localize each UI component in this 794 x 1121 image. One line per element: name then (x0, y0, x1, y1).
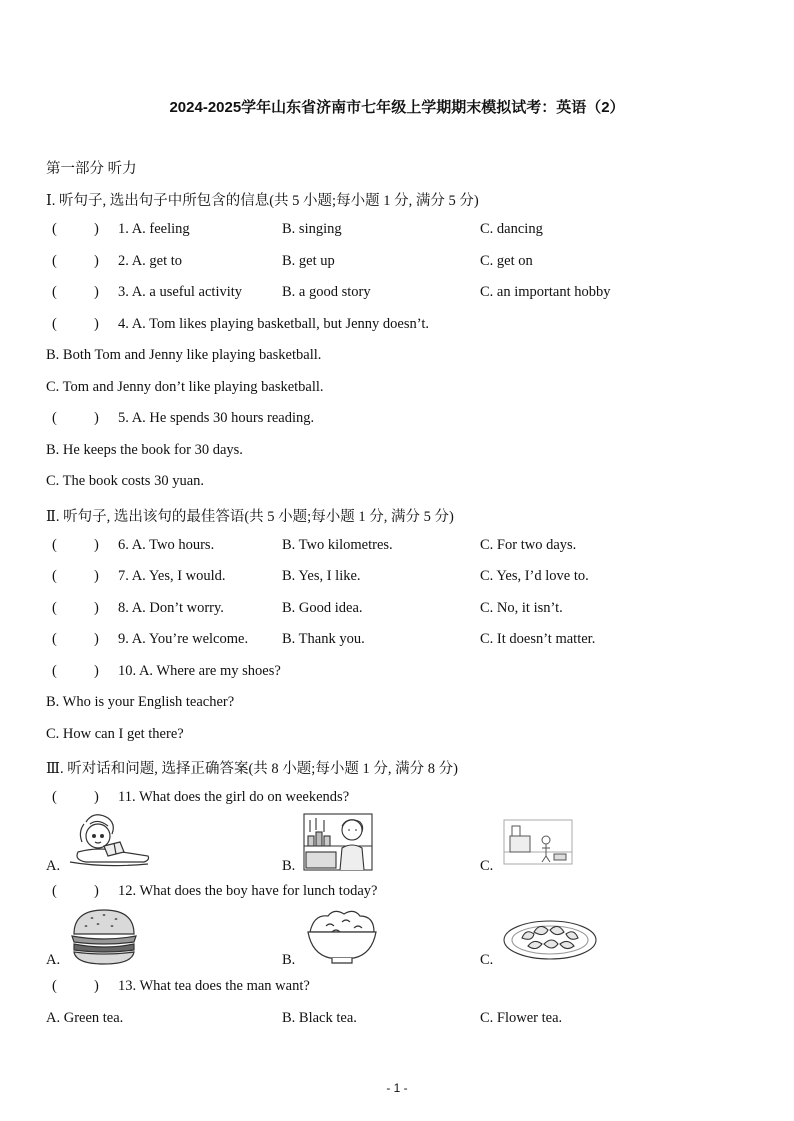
part-heading: 第一部分 听力 (46, 161, 137, 177)
answer-paren-close: ) (94, 537, 99, 553)
question-13-options (46, 1010, 766, 1030)
answer-paren-close: ) (94, 253, 99, 269)
option-b: B. Both Tom and Jenny like playing basketball. (46, 347, 322, 363)
option-a-label: A. (46, 952, 61, 968)
answer-paren-close: ) (94, 631, 99, 647)
option-a: 3. A. a useful activity (118, 284, 243, 300)
question-10 (46, 663, 766, 683)
answer-paren-open: ( (52, 316, 57, 332)
answer-paren-open: ( (52, 221, 57, 237)
option-c: C. get on (480, 253, 533, 269)
answer-paren-open: ( (52, 631, 57, 647)
option-b-label: B. (282, 858, 296, 874)
question-13 (46, 978, 766, 998)
option-a: 2. A. get to (118, 253, 183, 269)
rice-bowl-illustration (304, 908, 380, 966)
question-5 (46, 410, 766, 430)
option-a: 5. A. He spends 30 hours reading. (118, 410, 315, 426)
section-3-heading: Ⅲ. 听对话和问题, 选择正确答案(共 8 小题;每小题 1 分, 满分 8 分) (46, 761, 458, 777)
child-room-illustration (502, 816, 574, 868)
option-a: 7. A. Yes, I would. (118, 568, 226, 584)
answer-paren-open: ( (52, 284, 57, 300)
answer-paren-close: ) (94, 663, 99, 679)
question-stem: 12. What does the boy have for lunch today? (118, 883, 378, 899)
option-a: 8. A. Don’t worry. (118, 600, 224, 616)
girl-reading-illustration (64, 812, 154, 870)
answer-paren-open: ( (52, 253, 57, 269)
question-stem: 13. What tea does the man want? (118, 978, 310, 994)
option-c: C. How can I get there? (46, 726, 184, 742)
option-b: B. get up (282, 253, 335, 269)
option-c: C. For two days. (480, 537, 577, 553)
option-c: C. Yes, I’d love to. (480, 568, 589, 584)
option-c: C. Flower tea. (480, 1010, 563, 1026)
option-b: B. singing (282, 221, 342, 237)
answer-paren-close: ) (94, 221, 99, 237)
question-2 (46, 253, 766, 273)
answer-paren-close: ) (94, 284, 99, 300)
option-b: B. Two kilometres. (282, 537, 393, 553)
question-9 (46, 631, 766, 651)
option-b: B. Good idea. (282, 600, 363, 616)
option-a: 10. A. Where are my shoes? (118, 663, 281, 679)
option-b: B. Black tea. (282, 1010, 357, 1026)
answer-paren-open: ( (52, 568, 57, 584)
answer-paren-open: ( (52, 978, 57, 994)
question-6 (46, 537, 766, 557)
answer-paren-open: ( (52, 663, 57, 679)
page-title: 2024-2025学年山东省济南市七年级上学期期末模拟试考：英语（2） (169, 99, 625, 116)
answer-paren-open: ( (52, 600, 57, 616)
question-3 (46, 284, 766, 304)
question-1 (46, 221, 766, 241)
option-c: C. an important hobby (480, 284, 611, 300)
option-c-label: C. (480, 858, 494, 874)
option-c-label: C. (480, 952, 494, 968)
answer-paren-close: ) (94, 410, 99, 426)
answer-paren-close: ) (94, 600, 99, 616)
option-c: C. It doesn’t matter. (480, 631, 596, 647)
answer-paren-close: ) (94, 883, 99, 899)
option-b: B. Yes, I like. (282, 568, 361, 584)
question-7 (46, 568, 766, 588)
question-4 (46, 316, 766, 336)
question-8 (46, 600, 766, 620)
option-a: A. Green tea. (46, 1010, 124, 1026)
answer-paren-open: ( (52, 789, 57, 805)
answer-paren-close: ) (94, 978, 99, 994)
option-c: C. The book costs 30 yuan. (46, 473, 205, 489)
option-a-label: A. (46, 858, 61, 874)
question-stem: 11. What does the girl do on weekends? (118, 789, 350, 805)
hamburger-illustration (68, 906, 140, 966)
option-a: 6. A. Two hours. (118, 537, 215, 553)
option-c: C. dancing (480, 221, 543, 237)
option-b-label: B. (282, 952, 296, 968)
option-b: B. He keeps the book for 30 days. (46, 442, 243, 458)
section-1-heading: Ⅰ. 听句子, 选出句子中所包含的信息(共 5 小题;每小题 1 分, 满分 5 分) (46, 193, 479, 209)
option-a: 1. A. feeling (118, 221, 190, 237)
answer-paren-open: ( (52, 883, 57, 899)
option-b: B. a good story (282, 284, 371, 300)
option-c: C. No, it isn’t. (480, 600, 563, 616)
section-2-heading: Ⅱ. 听句子, 选出该句的最佳答语(共 5 小题;每小题 1 分, 满分 5 分) (46, 509, 454, 525)
answer-paren-close: ) (94, 789, 99, 805)
option-a: 9. A. You’re welcome. (118, 631, 249, 647)
question-11 (46, 789, 766, 809)
answer-paren-open: ( (52, 410, 57, 426)
page-number: - 1 - (386, 1081, 408, 1095)
option-b: B. Thank you. (282, 631, 365, 647)
option-a: 4. A. Tom likes playing basketball, but Jenny doesn’t. (118, 316, 429, 332)
option-c: C. Tom and Jenny don’t like playing basketball. (46, 379, 324, 395)
question-12 (46, 883, 766, 903)
dumplings-plate-illustration (502, 912, 598, 962)
boy-experiment-illustration (302, 812, 374, 872)
option-b: B. Who is your English teacher? (46, 694, 235, 710)
answer-paren-close: ) (94, 568, 99, 584)
answer-paren-close: ) (94, 316, 99, 332)
answer-paren-open: ( (52, 537, 57, 553)
